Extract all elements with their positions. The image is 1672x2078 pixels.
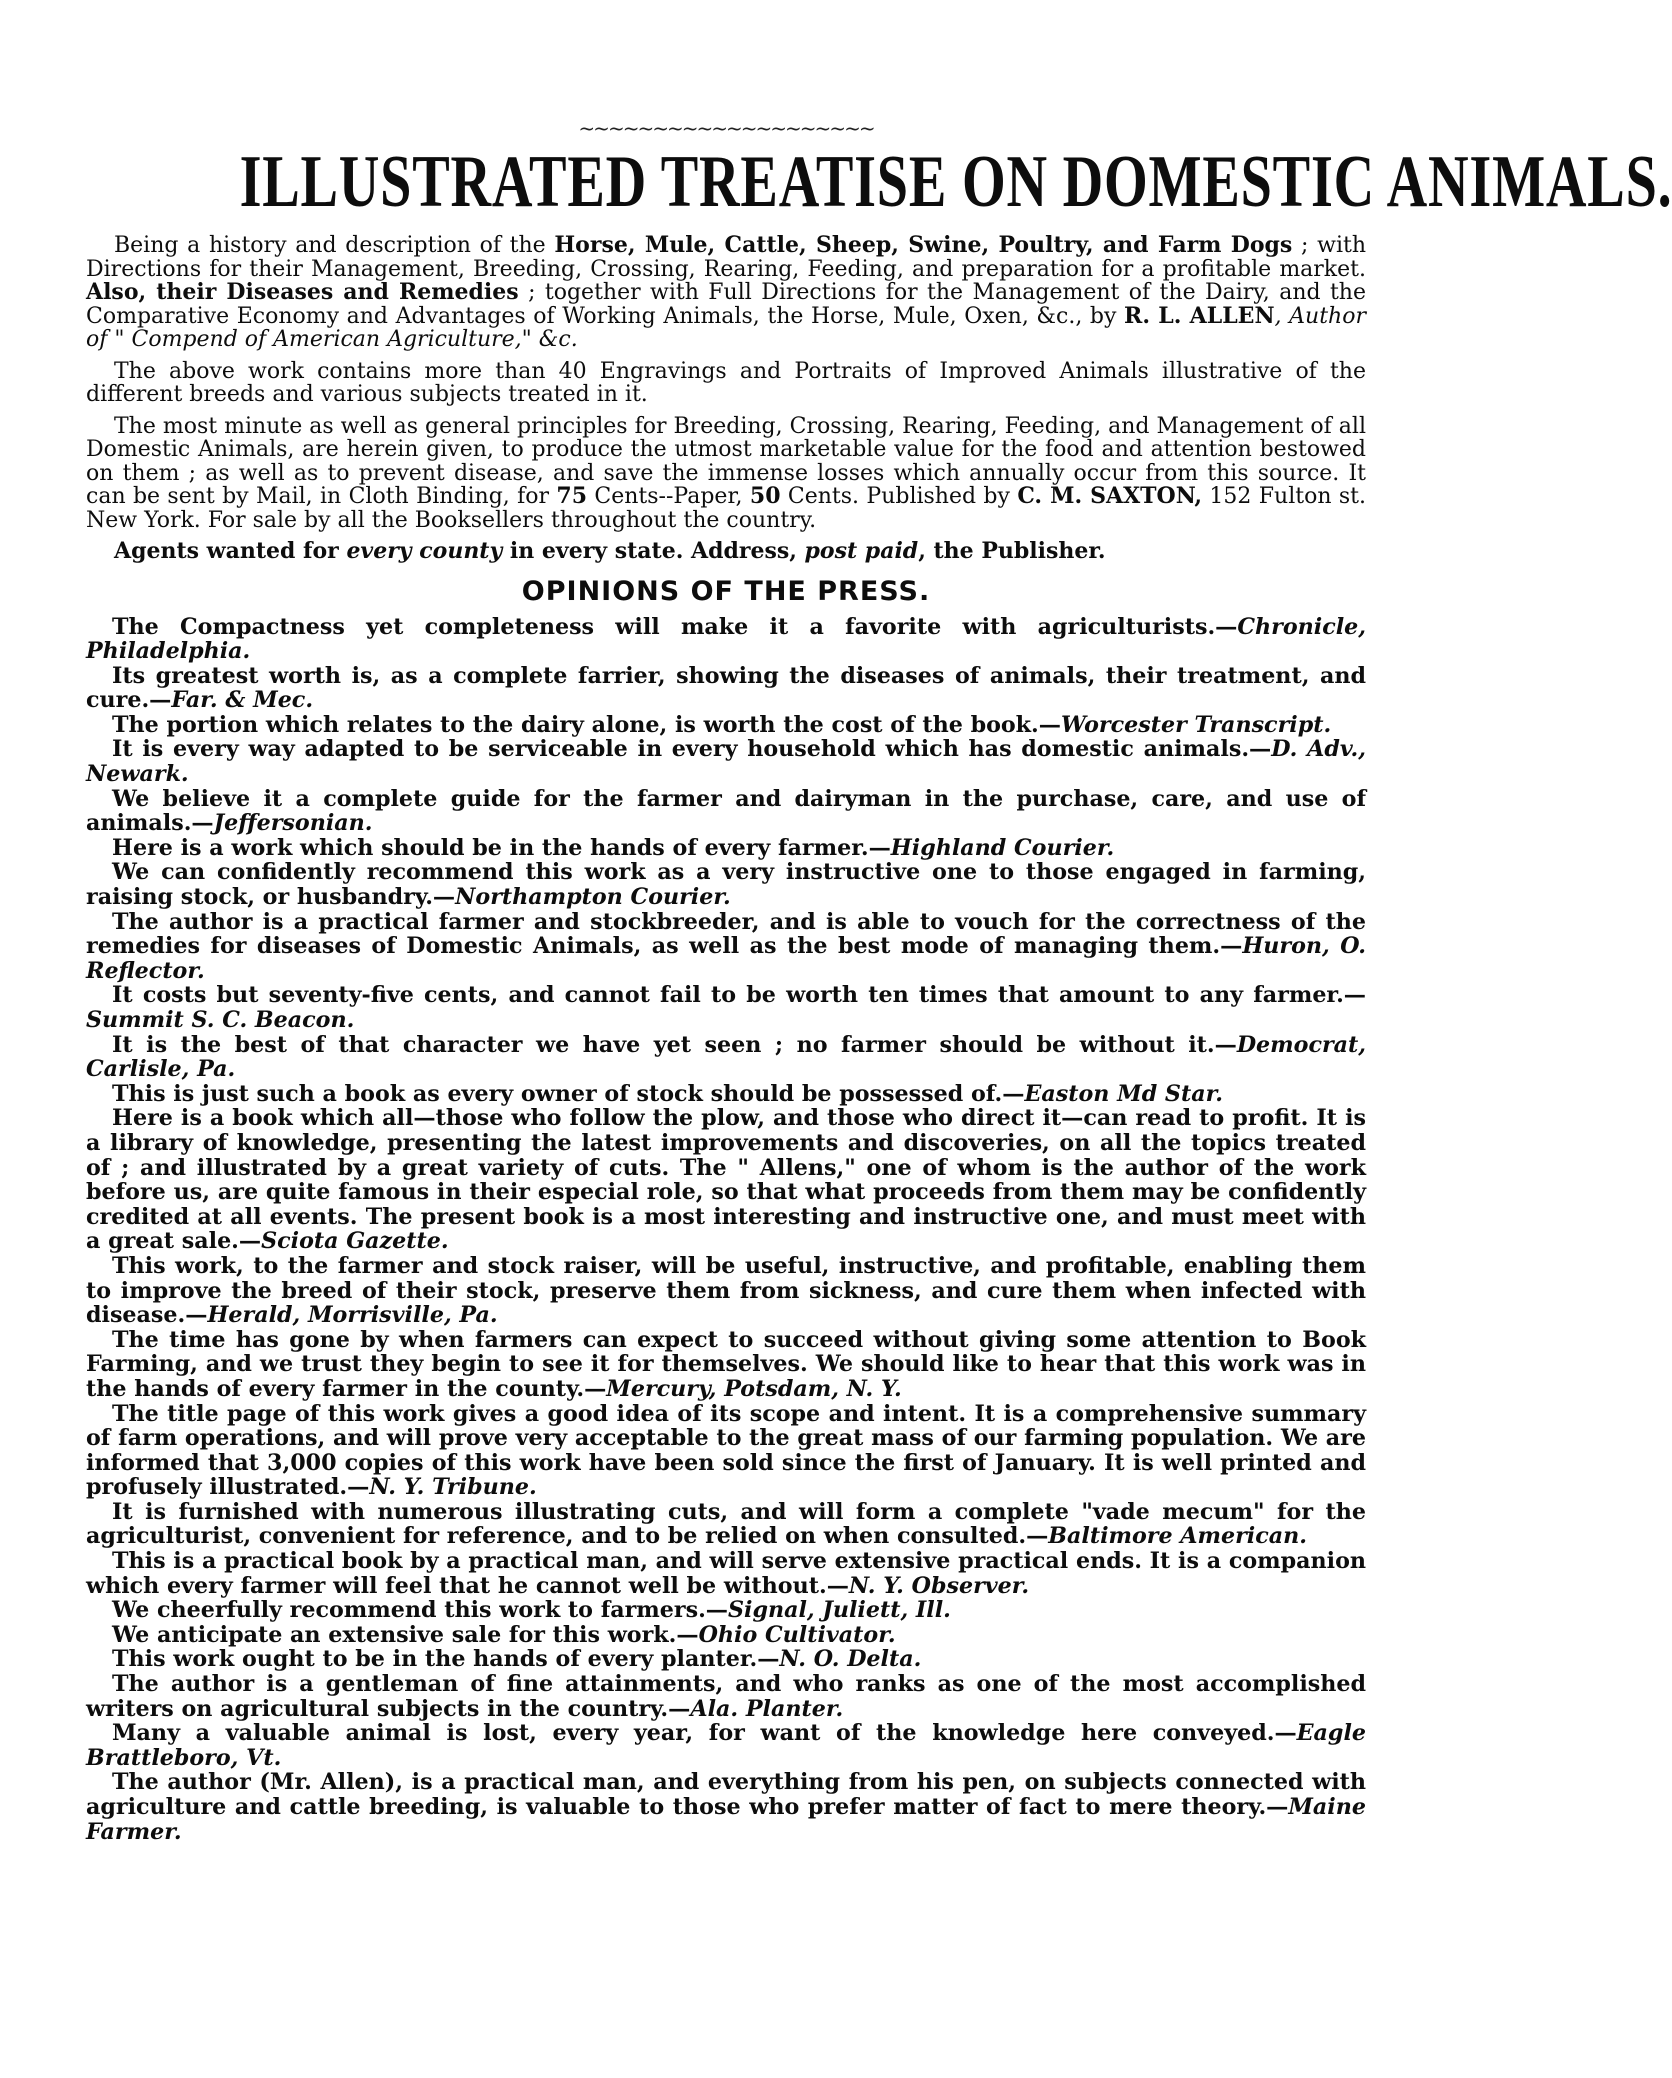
opinion-source: Sciota Gazette.: [261, 1228, 449, 1255]
ornament-rule: ~~~~~~~~~~~~~~~~~~~~: [578, 116, 874, 140]
opinion-text: The author is a gentleman of fine attainments, and who ranks as one of the most accomplished writers on agricultural subjects in the country.—: [86, 1671, 1366, 1722]
opinion-source: Summit S. C. Beacon.: [86, 1007, 355, 1033]
opinion-text: This is a practical book by a practical man, and will serve extensive practical ends. It is a companion which every farmer will feel that he cannot well be without.—: [86, 1548, 1366, 1599]
publisher-name: C. M. SAXTON,: [1017, 483, 1203, 509]
press-opinion: [86, 737, 1366, 786]
opinion-source: Maine Farmer.: [86, 1794, 1366, 1845]
opinion-text: This is just such a book as every owner of stock should be possessed of.—: [112, 1080, 1025, 1107]
animals-list: Horse, Mule, Cattle, Sheep, Swine, Poultry, and Farm Dogs: [554, 232, 1293, 258]
press-opinion: [86, 713, 1366, 738]
description-paragraph: Being a history and description of the Horse, Mule, Cattle, Sheep, Swine, Poultry, and Farm Dogs ; with Directions for their Management, Breeding, Crossing, Rearing, Feeding, and preparation for a profitable market. Also, their Diseases and Remedies ; together with Full Directions for the Management of the Dairy, and the Comparative Economy and Advantages of Working Animals, the Horse, Mule, Oxen, &c., by R. L. ALLEN, Author of " Compend of American Agriculture," &c.: [86, 232, 1366, 352]
press-heading: OPINIONS OF THE PRESS.: [521, 575, 931, 607]
diseases-remedies: Also, their Diseases and Remedies: [86, 279, 519, 305]
opinion-source: Ohio Cultivator.: [698, 1621, 896, 1648]
opinion-source: N. Y. Tribune.: [369, 1474, 537, 1501]
opinion-source: Democrat, Carlisle, Pa.: [86, 1031, 1366, 1083]
opinion-text: Its greatest worth is, as a complete farrier, showing the diseases of animals, their treatment, and cure.—: [86, 662, 1366, 714]
opinion-text: Here is a book which all—those who follow the plow, and those who direct it—can read to profit. It is a library of knowledge, presenting the latest improvements and discoveries, on all the topics treated of ; and illustrated by a great variety of cuts. The " Allens," one of whom is the author of the work before us, are quite famous in their especial role, so that what proceeds from them may be confidently credited at all events. The present book is a most interesting and instructive one, and must meet with a great sale.—: [86, 1105, 1366, 1255]
paper-price: 50: [749, 483, 781, 509]
press-opinion: [86, 1500, 1366, 1549]
press-opinion: [86, 1328, 1366, 1402]
opinion-text: The portion which relates to the dairy alone, is worth the cost of the book.—: [112, 711, 1061, 738]
opinion-text: The author is a practical farmer and stockbreeder, and is able to vouch for the correctness of the remedies for diseases of Domestic Animals, as well as the best mode of managing them.—: [86, 908, 1366, 960]
press-opinion: [86, 1402, 1366, 1500]
engravings-paragraph: The above work contains more than 40 Engravings and Portraits of Improved Animals illustrative of the different breeds and various subjects treated in it.: [86, 358, 1366, 407]
press-opinion: [86, 1082, 1366, 1107]
author-credit: , Author of " Compend of American Agriculture," &c.: [86, 303, 1366, 352]
press-opinion: [86, 1254, 1366, 1328]
press-opinion: [86, 1106, 1366, 1254]
press-opinion: [86, 836, 1366, 861]
opinion-source: Huron, O. Reflector.: [86, 933, 1366, 984]
opinion-source: Herald, Morrisville, Pa.: [207, 1302, 498, 1329]
press-opinion: [86, 1647, 1366, 1672]
press-opinion: [86, 983, 1366, 1032]
agents-wanted: Agents wanted for every county in every state. Address, post paid, the Publisher.: [114, 538, 1106, 564]
opinion-text: Here is a work which should be in the hands of every farmer.—: [112, 834, 891, 861]
opinion-text: This work, to the farmer and stock raiser, will be useful, instructive, and profitable, enabling them to improve the breed of their stock, preserve them from sickness, and cure them when infected with disease.—: [86, 1252, 1366, 1329]
opinion-text: The author (Mr. Allen), is a practical man, and everything from his pen, on subjects connected with agriculture and cattle breeding, is valuable to those who prefer matter of fact to mere theory.—: [86, 1769, 1366, 1820]
opinion-source: Signal, Juliett, Ill.: [728, 1597, 951, 1624]
opinion-source: Highland Courier.: [890, 834, 1115, 861]
opinion-text: We can confidently recommend this work as a very instructive one to those engaged in farming, raising stock, or husbandry.—: [86, 859, 1366, 911]
opinion-source: Mercury, Potsdam, N. Y.: [606, 1375, 902, 1402]
opinion-text: The title page of this work gives a good idea of its scope and intent. It is a comprehensive summary of farm operations, and will prove very acceptable to the great mass of our farming population. We are informed that 3,000 copies of this work have been sold since the first of January. It is well printed and profusely illustrated.—: [86, 1400, 1366, 1501]
opinion-source: Northampton Courier.: [455, 884, 731, 911]
author-name: R. L. ALLEN: [1124, 302, 1275, 329]
press-opinion: [86, 1721, 1366, 1770]
opinion-text: The time has gone by when farmers can expect to succeed without giving some attention to Book Farming, and we trust they begin to see it for themselves. We should like to hear that this work was in the hands of every farmer in the county.—: [86, 1326, 1366, 1402]
opinion-source: Far. & Mec.: [171, 687, 314, 714]
opinion-text: It is every way adapted to be serviceable in every household which has domestic animals.—: [112, 736, 1272, 763]
press-opinion: [86, 910, 1366, 984]
press-opinion: [86, 1598, 1366, 1623]
opinion-source: N. O. Delta.: [779, 1646, 922, 1673]
opinion-text: This work ought to be in the hands of every planter.—: [112, 1646, 780, 1673]
cloth-price: 75: [556, 483, 588, 509]
press-opinion: [86, 1033, 1366, 1082]
page-title: ILLUSTRATED TREATISE ON DOMESTIC ANIMALS.: [239, 141, 1672, 223]
opinion-text: It is the best of that character we have yet seen ; no farmer should be without it.—: [112, 1031, 1237, 1058]
opinion-text: Many a valuable animal is lost, every year, for want of the knowledge here conveyed.—: [112, 1720, 1297, 1747]
opinion-source: Chronicle, Philadelphia.: [86, 613, 1366, 665]
opinion-source: Worcester Transcript.: [1060, 711, 1332, 738]
press-opinion: [86, 1623, 1366, 1648]
opinion-source: Baltimore American.: [1048, 1523, 1307, 1550]
press-opinions: [86, 615, 1366, 1845]
press-opinion: [86, 787, 1366, 836]
press-opinion: [86, 1549, 1366, 1598]
opinion-text: We cheerfully recommend this work to farmers.—: [112, 1597, 728, 1624]
opinion-source: Eagle Brattleboro, Vt.: [86, 1720, 1366, 1771]
opinion-source: D. Adv., Newark.: [86, 736, 1366, 788]
press-opinion: [86, 615, 1366, 664]
opinion-source: N. Y. Observer.: [848, 1572, 1030, 1599]
press-opinion: [86, 1770, 1366, 1844]
opinion-source: Easton Md Star.: [1024, 1080, 1223, 1107]
opinion-text: We believe it a complete guide for the farmer and dairyman in the purchase, care, and use of animals.—: [86, 785, 1366, 837]
press-opinion: [86, 860, 1366, 909]
press-opinion: [86, 1672, 1366, 1721]
opinion-text: It is furnished with numerous illustrating cuts, and will form a complete "vade mecum" for the agriculturist, convenient for reference, and to be relied on when consulted.—: [86, 1498, 1366, 1550]
press-opinion: [86, 664, 1366, 713]
opinion-text: We anticipate an extensive sale for this work.—: [112, 1621, 699, 1648]
intro-block: [86, 234, 1366, 564]
opinion-source: Jeffersonian.: [213, 810, 373, 837]
opinion-text: The Compactness yet completeness will make it a favorite with agriculturists.—: [112, 613, 1238, 640]
opinion-text: It costs but seventy-five cents, and cannot fail to be worth ten times that amount to any farmer.—: [112, 982, 1366, 1009]
advertisement-page: [86, 116, 1672, 1845]
principles-paragraph: The most minute as well as general principles for Breeding, Crossing, Rearing, Feeding, and Management of all Domestic Animals, are herein given, to produce the utmost marketable value for the food and attention bestowed on them ; as well as to prevent disease, and save the immense losses which annually occur from this source. It can be sent by Mail, in Cloth Binding, for 75 Cents--Paper, 50 Cents. Published by C. M. SAXTON, 152 Fulton st. New York. For sale by all the Booksellers throughout the country.: [86, 413, 1366, 533]
opinion-source: Ala. Planter.: [690, 1695, 844, 1722]
